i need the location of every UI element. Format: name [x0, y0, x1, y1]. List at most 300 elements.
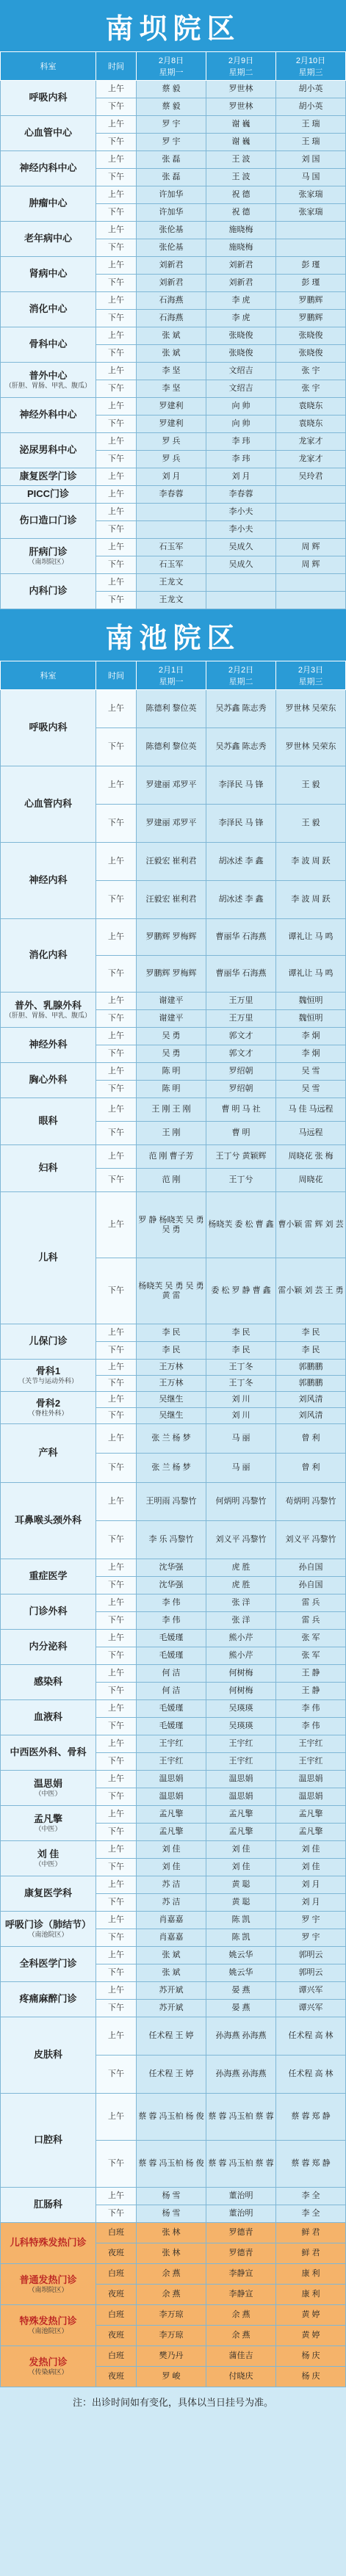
department-cell: [1, 1028, 96, 1063]
doctor-cell: 李 炯: [276, 1045, 346, 1063]
session-cell: 上午: [96, 993, 137, 1010]
department-subtitle: （关节与运动外科）: [18, 1376, 78, 1385]
doctor-cell: 王万林: [137, 1360, 206, 1376]
doctor-cell: 董治明: [206, 2205, 276, 2223]
department-name: 眼科: [38, 1115, 58, 1127]
doctor-cell: 苏开斌: [137, 1982, 206, 2000]
doctor-cell: [276, 592, 346, 609]
doctor-cell: 蔡 蓉 冯玉柏 蔡 蓉: [206, 2094, 276, 2141]
doctor-cell: 刘 月: [137, 468, 206, 486]
header-weekday: 星期二: [228, 678, 253, 686]
doctor-cell: 刘 川: [206, 1408, 276, 1424]
doctor-cell: 陈 明: [137, 1081, 206, 1098]
session-cell: 白班: [96, 2223, 137, 2243]
doctor-cell: 胡小英: [276, 98, 346, 116]
table-row: [1, 222, 346, 239]
doctor-cell: 谭礼让 马 鸣: [276, 919, 346, 956]
doctor-cell: 郭鹏鹏: [276, 1376, 346, 1392]
session-cell: 下午: [96, 310, 137, 327]
department-name: 儿保门诊: [29, 1335, 68, 1347]
session-cell: 下午: [96, 275, 137, 292]
department-name: 中西医外科、骨科: [10, 1746, 87, 1758]
doctor-cell: 马 丽: [206, 1454, 276, 1483]
doctor-cell: 刘 佳: [206, 1859, 276, 1876]
doctor-cell: 王丁冬: [206, 1376, 276, 1392]
doctor-cell: 任术程 高 林: [276, 2017, 346, 2056]
department-name: 温思娟: [33, 1777, 62, 1789]
session-cell: 白班: [96, 2264, 137, 2285]
session-cell: 下午: [96, 239, 137, 257]
session-cell: 下午: [96, 345, 137, 363]
session-cell: 下午: [96, 1718, 137, 1735]
doctor-cell: 李 坚: [137, 380, 206, 398]
section-banner-nanchi: [0, 609, 346, 661]
table-row: [1, 486, 346, 504]
doctor-cell: 王 波: [206, 151, 276, 169]
doctor-cell: 周晓花 张 梅: [276, 1145, 346, 1169]
department-cell: [1, 1324, 96, 1360]
doctor-cell: 祝 德: [206, 186, 276, 204]
doctor-cell: 何树梅: [206, 1683, 276, 1700]
doctor-cell: 刘义平 冯黎竹: [206, 1521, 276, 1559]
department-name: 神经外科中心: [19, 409, 77, 421]
doctor-cell: 李小夫: [206, 521, 276, 539]
doctor-cell: 杨晓芙 吴 勇 吴 勇 黄 雷: [137, 1258, 206, 1324]
doctor-cell: 谢 巍: [206, 116, 276, 134]
session-cell: 下午: [96, 956, 137, 993]
doctor-cell: 李 伟: [276, 1718, 346, 1735]
department-cell: [1, 1771, 96, 1806]
department-cell: [1, 1876, 96, 1912]
session-cell: 上午: [96, 486, 137, 504]
department-cell: [1, 1483, 96, 1559]
doctor-cell: 石玉军: [137, 556, 206, 574]
department-name: 康复医学科: [24, 1887, 72, 1899]
table-row: [1, 2305, 346, 2326]
doctor-cell: 张 斌: [137, 345, 206, 363]
doctor-cell: 王万林: [137, 1376, 206, 1392]
department-cell: [1, 1982, 96, 2017]
doctor-cell: 王 静: [276, 1683, 346, 1700]
session-cell: 下午: [96, 1647, 137, 1665]
doctor-cell: 石玉军: [137, 539, 206, 556]
doctor-cell: 王宇红: [206, 1735, 276, 1753]
department-subtitle: （南坝院区）: [28, 557, 68, 565]
table-row: [1, 81, 346, 98]
department-name: 神经内科中心: [19, 162, 77, 174]
department-cell: [1, 2094, 96, 2188]
session-cell: 上午: [96, 766, 137, 805]
session-cell: 上午: [96, 1841, 137, 1859]
doctor-cell: 李 民: [276, 1324, 346, 1342]
session-cell: 上午: [96, 222, 137, 239]
doctor-cell: 晏 燕: [206, 2000, 276, 2017]
doctor-cell: [276, 239, 346, 257]
doctor-cell: 苏开斌: [137, 2000, 206, 2017]
doctor-cell: 许加华: [137, 186, 206, 204]
table-row: [1, 843, 346, 881]
department-name: 肿瘤中心: [29, 197, 68, 209]
doctor-cell: 王 毅: [276, 805, 346, 843]
doctor-cell: 孟凡擎: [276, 1824, 346, 1841]
doctor-cell: 龙家才: [276, 433, 346, 451]
doctor-cell: 刘 佳: [206, 1841, 276, 1859]
doctor-cell: 范 刚 曹子芳: [137, 1145, 206, 1169]
header-date: 2月3日: [298, 666, 324, 675]
doctor-cell: 罗鹏辉: [276, 292, 346, 310]
table-header-row: [1, 661, 346, 690]
session-cell: 下午: [96, 1010, 137, 1028]
doctor-cell: 黄 婷: [276, 2305, 346, 2326]
department-name: 骨科1: [35, 1365, 61, 1376]
doctor-cell: 李 坚: [137, 363, 206, 380]
session-cell: 上午: [96, 1424, 137, 1454]
session-cell: 下午: [96, 1376, 137, 1392]
doctor-cell: 王 毅: [276, 766, 346, 805]
department-cell: [1, 2188, 96, 2223]
doctor-cell: 马 佳 马远程: [276, 1098, 346, 1122]
doctor-cell: 李万琼: [137, 2305, 206, 2326]
doctor-cell: 王丁兮: [206, 1169, 276, 1192]
department-cell: [1, 504, 96, 539]
session-cell: 夜班: [96, 2367, 137, 2387]
session-cell: 下午: [96, 98, 137, 116]
department-subtitle: （肝胆、胃肠、甲乳、腹瓜）: [4, 381, 91, 389]
table-row: [1, 1559, 346, 1577]
doctor-cell: 魏恒明: [276, 993, 346, 1010]
doctor-cell: 付晓庆: [206, 2367, 276, 2387]
doctor-cell: 任术程 高 林: [276, 2056, 346, 2094]
doctor-cell: 虎 胜: [206, 1559, 276, 1577]
doctor-cell: 毛媛瑾: [137, 1647, 206, 1665]
doctor-cell: 谭兴军: [276, 2000, 346, 2017]
department-cell: [1, 1594, 96, 1630]
doctor-cell: 李 虎: [206, 310, 276, 327]
doctor-cell: 孟凡擎: [276, 1806, 346, 1824]
department-cell: [1, 574, 96, 609]
session-cell: 下午: [96, 1612, 137, 1630]
department-name: 普外、乳腺外科: [14, 999, 82, 1011]
department-name: 皮肤科: [33, 2049, 62, 2061]
doctor-cell: 王万里: [206, 993, 276, 1010]
department-cell: [1, 1700, 96, 1735]
session-cell: 上午: [96, 1360, 137, 1376]
table-row: [1, 363, 346, 380]
doctor-cell: 李 波 周 跃: [276, 881, 346, 919]
doctor-cell: 石海燕: [137, 292, 206, 310]
doctor-cell: 张晓俊: [206, 327, 276, 345]
doctor-cell: 刘 佳: [137, 1859, 206, 1876]
doctor-cell: 王 瑞: [276, 134, 346, 151]
footer-note: 注：出诊时间如有变化，具体以当日挂号为准。: [0, 2387, 346, 2415]
department-name: 门诊外科: [29, 1606, 68, 1617]
doctor-cell: [276, 504, 346, 521]
table-row: [1, 1771, 346, 1788]
doctor-cell: 陈 明: [137, 1063, 206, 1081]
doctor-cell: 吴继生: [137, 1408, 206, 1424]
doctor-cell: 彭 瑾: [276, 275, 346, 292]
header-cell: [276, 661, 346, 690]
doctor-cell: 范 刚: [137, 1169, 206, 1192]
doctor-cell: 罗世林 吴荣东: [276, 728, 346, 766]
header-date: 2月9日: [228, 57, 254, 65]
doctor-cell: 任术程 王 婷: [137, 2056, 206, 2094]
department-name: 妇科: [38, 1162, 58, 1174]
doctor-cell: 雷 兵: [276, 1612, 346, 1630]
header-date: 2月2日: [228, 666, 254, 675]
department-name: 产科: [38, 1447, 58, 1459]
session-cell: 下午: [96, 1577, 137, 1594]
doctor-cell: 虎 胜: [206, 1577, 276, 1594]
doctor-cell: 刘 月: [276, 1876, 346, 1894]
table-row: [1, 292, 346, 310]
doctor-cell: 罗世林: [206, 81, 276, 98]
department-name: 耳鼻喉头颈外科: [14, 1514, 82, 1526]
doctor-cell: 孙海燕 孙海燕: [206, 2017, 276, 2056]
department-cell: [1, 186, 96, 222]
table-row: [1, 468, 346, 486]
department-name: 儿科特殊发热门诊: [10, 2237, 87, 2249]
doctor-cell: 温思娟: [206, 1788, 276, 1806]
doctor-cell: 施晓梅: [206, 239, 276, 257]
doctor-cell: 王 瑞: [276, 116, 346, 134]
table-row: [1, 1145, 346, 1169]
department-cell: [1, 993, 96, 1028]
doctor-cell: 张 军: [276, 1630, 346, 1647]
session-cell: 上午: [96, 1700, 137, 1718]
department-cell: [1, 151, 96, 186]
doctor-cell: 温思娟: [206, 1771, 276, 1788]
doctor-cell: 杨 庆: [276, 2367, 346, 2387]
doctor-cell: 刘 川: [206, 1392, 276, 1408]
department-name: 神经外科: [29, 1039, 68, 1051]
session-cell: 上午: [96, 292, 137, 310]
session-cell: 上午: [96, 574, 137, 592]
table-row: [1, 993, 346, 1010]
department-name: 呼吸内科: [29, 722, 68, 733]
doctor-cell: 罗 兵: [137, 451, 206, 468]
doctor-cell: 沈华强: [137, 1577, 206, 1594]
department-name: 骨科2: [35, 1397, 61, 1409]
session-cell: 下午: [96, 881, 137, 919]
doctor-cell: 郭明云: [276, 1964, 346, 1982]
session-cell: 下午: [96, 1342, 137, 1360]
doctor-cell: 姚云华: [206, 1947, 276, 1964]
header-weekday: 星期三: [298, 68, 323, 77]
department-cell: [1, 1912, 96, 1947]
doctor-cell: 李静宣: [206, 2285, 276, 2305]
department-subtitle: （南坝院区）: [28, 2285, 68, 2293]
doctor-cell: [276, 486, 346, 504]
table-row: [1, 1665, 346, 1683]
session-cell: 上午: [96, 1028, 137, 1045]
department-cell: [1, 1360, 96, 1392]
session-cell: 上午: [96, 327, 137, 345]
doctor-cell: 王 刚 王 刚: [137, 1098, 206, 1122]
doctor-cell: 李春蓉: [137, 486, 206, 504]
doctor-cell: 曹丽华 石海燕: [206, 919, 276, 956]
doctor-cell: 刘 佳: [276, 1859, 346, 1876]
department-cell: [1, 2017, 96, 2094]
session-cell: 下午: [96, 1454, 137, 1483]
doctor-cell: 袁晓东: [276, 398, 346, 416]
doctor-cell: 李 民: [206, 1342, 276, 1360]
doctor-cell: 余 燕: [206, 2305, 276, 2326]
doctor-cell: 李 民: [206, 1324, 276, 1342]
doctor-cell: 罗 宇: [276, 1929, 346, 1947]
session-cell: 下午: [96, 204, 137, 222]
table-row: [1, 690, 346, 728]
header-weekday: 星期一: [159, 68, 184, 77]
doctor-cell: 余 燕: [137, 2264, 206, 2285]
department-cell: [1, 690, 96, 766]
doctor-cell: 张家瑞: [276, 204, 346, 222]
doctor-cell: 陈德利 黎位英: [137, 690, 206, 728]
doctor-cell: [206, 574, 276, 592]
doctor-cell: 苏 洁: [137, 1894, 206, 1912]
doctor-cell: 罗建利: [137, 398, 206, 416]
doctor-cell: 李 玮: [206, 433, 276, 451]
table-row: [1, 327, 346, 345]
department-name: 发热门诊: [29, 2356, 68, 2368]
doctor-cell: 孟凡擎: [137, 1824, 206, 1841]
table-row: [1, 574, 346, 592]
doctor-cell: 曹小颖 雷 辉 刘 芸: [276, 1192, 346, 1258]
department-name: 呼吸内科: [29, 92, 68, 104]
session-cell: 上午: [96, 1483, 137, 1521]
doctor-cell: 石海燕: [137, 310, 206, 327]
doctor-cell: 李 民: [137, 1342, 206, 1360]
doctor-cell: 刘 佳: [137, 1841, 206, 1859]
doctor-cell: [137, 521, 206, 539]
session-cell: 下午: [96, 2205, 137, 2223]
department-cell: [1, 257, 96, 292]
session-cell: 夜班: [96, 2326, 137, 2346]
doctor-cell: 刘义平 冯黎竹: [276, 1521, 346, 1559]
doctor-cell: 吴 勇: [137, 1028, 206, 1045]
doctor-cell: 谢建平: [137, 1010, 206, 1028]
department-cell: [1, 1063, 96, 1098]
session-cell: 下午: [96, 728, 137, 766]
doctor-cell: 吴 勇: [137, 1045, 206, 1063]
doctor-cell: 孟凡擎: [137, 1806, 206, 1824]
doctor-cell: 刘 佳: [276, 1841, 346, 1859]
doctor-cell: 施晓梅: [206, 222, 276, 239]
doctor-cell: 文绍吉: [206, 380, 276, 398]
doctor-cell: 龙家才: [276, 451, 346, 468]
session-cell: 下午: [96, 380, 137, 398]
table-row: [1, 1063, 346, 1081]
department-name: 普通发热门诊: [19, 2274, 77, 2285]
session-cell: 下午: [96, 1169, 137, 1192]
doctor-cell: 吴苏鑫 陈志秀: [206, 728, 276, 766]
session-cell: 上午: [96, 1594, 137, 1612]
department-cell: [1, 468, 96, 486]
session-cell: 上午: [96, 1912, 137, 1929]
doctor-cell: 吴苏鑫 陈志秀: [206, 690, 276, 728]
session-cell: 上午: [96, 433, 137, 451]
table-row: [1, 1841, 346, 1859]
doctor-cell: 罗鹏辉: [276, 310, 346, 327]
department-name: 消化内科: [29, 949, 68, 961]
doctor-cell: 张 兰 杨 梦: [137, 1454, 206, 1483]
doctor-cell: 杨 雪: [137, 2188, 206, 2205]
doctor-cell: 汪毅宏 崔利君: [137, 881, 206, 919]
doctor-cell: 刘 月: [276, 1894, 346, 1912]
table-row: [1, 1360, 346, 1376]
department-cell: [1, 1424, 96, 1483]
doctor-cell: 李泽民 马 锋: [206, 766, 276, 805]
session-cell: 下午: [96, 1824, 137, 1841]
department-cell: [1, 2223, 96, 2264]
session-cell: 上午: [96, 919, 137, 956]
table-row: [1, 1912, 346, 1929]
doctor-cell: 罗鹏辉 罗梅辉: [137, 919, 206, 956]
table-row: [1, 257, 346, 275]
doctor-cell: 蔡 蓉 郑 静: [276, 2141, 346, 2188]
doctor-cell: 刘 月: [206, 468, 276, 486]
doctor-cell: 何 洁: [137, 1665, 206, 1683]
session-cell: 夜班: [96, 2243, 137, 2264]
department-subtitle: （南池院区）: [28, 1930, 68, 1938]
doctor-cell: 曹 明: [206, 1122, 276, 1145]
department-cell: [1, 292, 96, 327]
doctor-cell: 李 民: [276, 1342, 346, 1360]
department-subtitle: （传染病区）: [28, 2368, 68, 2376]
doctor-cell: 余 燕: [206, 2326, 276, 2346]
department-cell: [1, 1806, 96, 1841]
doctor-cell: 张 斌: [137, 327, 206, 345]
doctor-cell: 王 波: [206, 169, 276, 186]
doctor-cell: 罗世林: [206, 98, 276, 116]
department-cell: [1, 222, 96, 257]
doctor-cell: 王宇红: [137, 1735, 206, 1753]
department-subtitle: （肝胆、胃肠、甲乳、腹瓜）: [4, 1011, 91, 1019]
doctor-cell: 王 刚: [137, 1122, 206, 1145]
doctor-cell: 魏恒明: [276, 1010, 346, 1028]
doctor-cell: 晏 燕: [206, 1982, 276, 2000]
doctor-cell: 罗建利: [137, 416, 206, 433]
department-cell: [1, 1098, 96, 1145]
session-cell: 下午: [96, 1521, 137, 1559]
session-cell: 下午: [96, 1753, 137, 1771]
doctor-cell: 周晓花: [276, 1169, 346, 1192]
session-cell: 下午: [96, 1964, 137, 1982]
doctor-cell: [276, 222, 346, 239]
doctor-cell: 杨 雪: [137, 2205, 206, 2223]
doctor-cell: 陈 凯: [206, 1929, 276, 1947]
doctor-cell: 张 宇: [276, 380, 346, 398]
doctor-cell: 王丁兮 黄颖辉: [206, 1145, 276, 1169]
session-cell: 白班: [96, 2305, 137, 2326]
doctor-cell: 罗绍朝: [206, 1081, 276, 1098]
department-cell: [1, 363, 96, 398]
department-subtitle: （脊柱外科）: [28, 1409, 68, 1417]
doctor-cell: 雷 兵: [276, 1594, 346, 1612]
doctor-cell: 吴玲君: [276, 468, 346, 486]
doctor-cell: 郭鹏鹏: [276, 1360, 346, 1376]
doctor-cell: 张 林: [137, 2223, 206, 2243]
doctor-cell: 王宇红: [276, 1753, 346, 1771]
table-row: [1, 1806, 346, 1824]
doctor-cell: 王 静: [276, 1665, 346, 1683]
department-name: 重症医学: [29, 1570, 68, 1582]
doctor-cell: 罗 宇: [276, 1912, 346, 1929]
session-cell: 下午: [96, 2141, 137, 2188]
session-cell: 上午: [96, 1145, 137, 1169]
doctor-cell: [276, 574, 346, 592]
doctor-cell: 孙自国: [276, 1577, 346, 1594]
